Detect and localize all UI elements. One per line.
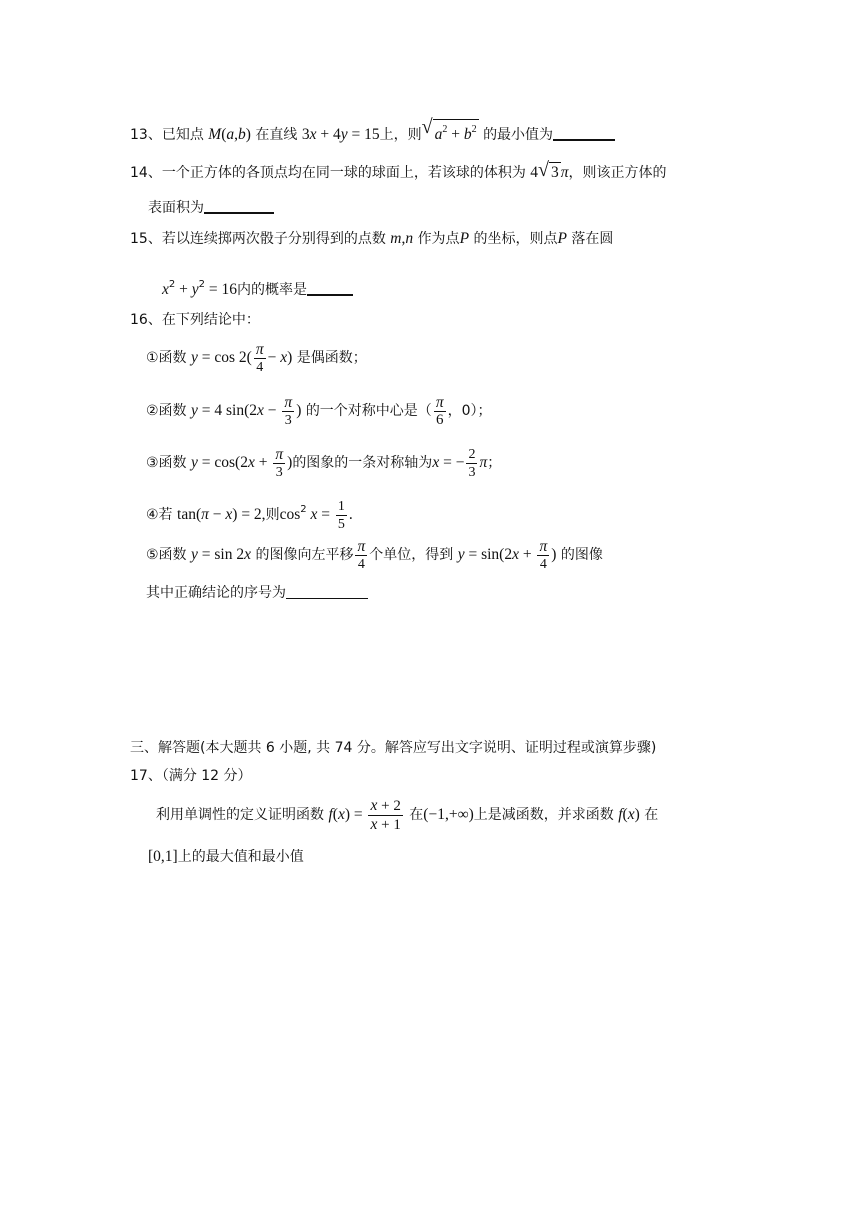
statement-3: ③函数 y = cos(2x + $\frac{\pi}{3}$ )的图象的一条对称轴为x = − $\frac{2}{3}$ π；: [146, 445, 502, 480]
question-17-cont: [0,1]上的最大值和最小值: [148, 848, 304, 865]
question-15-cont: $x^2 + y^2 = 16$内的概率是: [162, 275, 353, 300]
question-13: 13、已知点 M(a,b) 在直线 3x + 4y = 15上，则 √ $a^2 + b^2$ 的最小值为: [130, 119, 615, 145]
question-14: 14、一个正方体的各顶点均在同一球的球面上，若该球的体积为 4 √ 3 π，则该正方体的: [130, 159, 667, 181]
answer-blank-15: [307, 280, 353, 296]
question-15: 15、若以连续掷两次骰子分别得到的点数 m,n 作为点P 的坐标，则点P 落在圆: [130, 230, 614, 247]
answer-blank-16: [286, 584, 368, 599]
question-17: 17、（满分 12 分）: [130, 768, 252, 784]
question-16: 16、在下列结论中：: [130, 312, 260, 328]
section-heading: 三、解答题(本大题共 6 小题, 共 74 分。解答应写出文字说明、证明过程或演算步骤): [130, 740, 657, 756]
statement-5: ⑤函数 y = sin 2x 的图像向左平移 $\frac{\pi}{4}$ 个单位，得到 y = sin(2x + $\frac{\pi}{4}$ ) 的图像: [146, 537, 603, 572]
answer-blank-13: [553, 125, 615, 141]
answer-blank-14: [204, 198, 274, 214]
question-14-cont: 表面积为: [148, 198, 274, 218]
question-17-body: 利用单调性的定义证明函数 f(x) = $\frac{x + 2}{x + 1}$ 在(−1,+∞)上是减函数，并求函数 f(x) 在: [156, 796, 659, 833]
statement-2: ②函数 y = 4 sin(2x − $\frac{\pi}{3}$ ) 的一个对称中心是（ $\frac{\pi}{6}$ ，0）；: [146, 393, 492, 428]
question-16-ask: 其中正确结论的序号为: [146, 583, 368, 603]
statement-1: ①函数 y = cos 2( $\frac{\pi}{4}$ − x) 是偶函数；: [146, 340, 367, 375]
statement-4: ④若 tan(π − x) = 2,则$\cos^2 x$ = $\frac{1}{5}$ .: [146, 498, 353, 532]
